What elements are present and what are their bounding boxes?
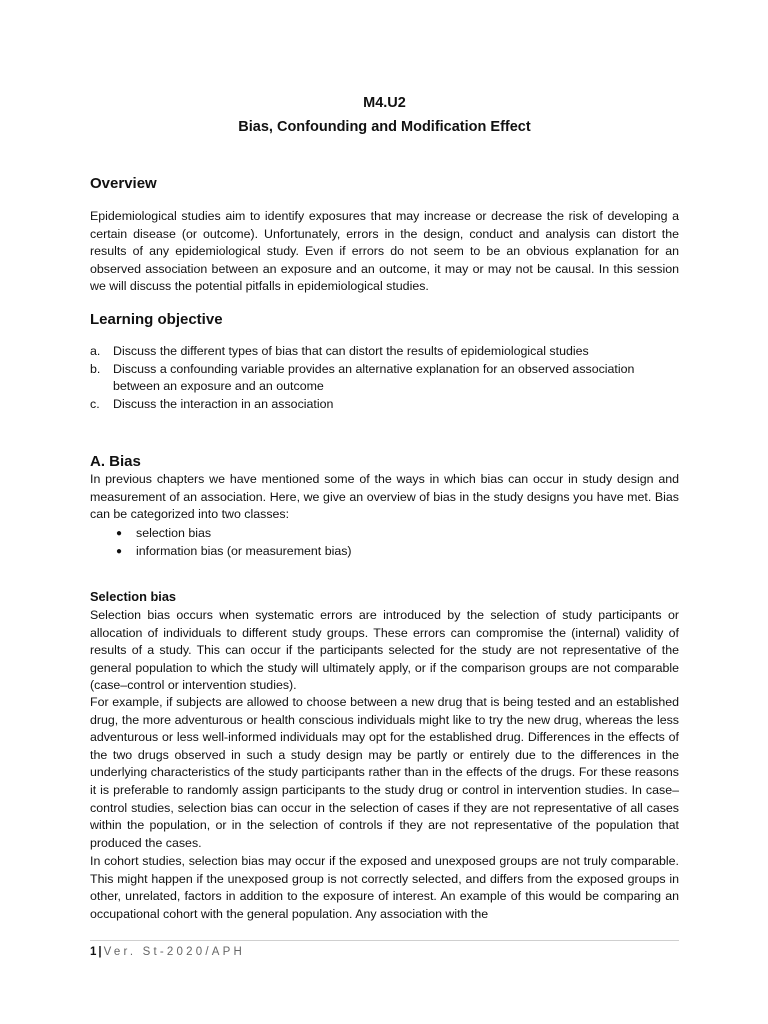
bias-heading: A. Bias bbox=[90, 453, 141, 470]
selection-bias-paragraph: For example, if subjects are allowed to choose between a new drug that is being tested and an established drug, the more adventurous or health conscious individuals might like to try the new drug, whereas the less adventurous or less well-informed individuals may opt for the established drug. Differences in the effects of the two drugs observed in such a study design may be partly or entirely due to the differences in the underlying characteristics of the study participants rather than in the effects of the drugs. For these reasons it is preferable to randomly assign participants to the study drug or control in intervention studies. In case–control studies, selection bias can occur in the selection of cases if they are not representative of all cases within the population, or in the selection of controls if they are not representative of the population that produced the cases. bbox=[90, 695, 679, 850]
learning-objective-text: Discuss a confounding variable provides an alternative explanation for an observed association between an exposure and an outcome bbox=[113, 361, 635, 394]
overview-paragraph: Epidemiological studies aim to identify exposures that may increase or decrease the risk of developing a certain disease (or outcome). Unfortunately, errors in the design, conduct and analysis can distort the results of any epidemiological study. Even if errors do not seem to be an obvious explanation for an observed association between an exposure and an outcome, it may or may not be causal. In this session we will discuss the potential pitfalls in epidemiological studies. bbox=[90, 209, 679, 294]
learning-objective-text: Discuss the interaction in an association bbox=[113, 396, 334, 411]
selection-bias-heading: Selection bias bbox=[90, 589, 177, 604]
selection-bias-paragraph: Selection bias occurs when systematic errors are introduced by the selection of study participants or allocation of individuals to different study groups. These errors can compromise the (internal) validity of results of a study. This can occur if the participants selected for the study are not representative of the general population to which the study will ultimately apply, or if the comparison groups are not comparable (case–control or intervention studies). bbox=[90, 608, 679, 693]
list-item bbox=[90, 525, 352, 543]
overview-heading: Overview bbox=[90, 175, 157, 192]
learning-objective-heading: Learning objective bbox=[90, 311, 223, 328]
learning-objective-list bbox=[90, 343, 679, 413]
bullet-icon: ● bbox=[116, 528, 123, 539]
footer-divider bbox=[90, 940, 679, 941]
list-item bbox=[90, 543, 352, 561]
learning-objective-text: Discuss the different types of bias that can distort the results of epidemiological studies bbox=[113, 344, 589, 358]
bias-class-text: information bias (or measurement bias) bbox=[136, 543, 352, 558]
bias-intro-paragraph: In previous chapters we have mentioned some of the ways in which bias can occur in study design and measurement of an association. Here, we give an overview of bias in the study designs you have met. Bias can be categorized into two classes: bbox=[90, 472, 679, 522]
bias-classes-list bbox=[90, 525, 352, 560]
selection-bias-paragraph: In cohort studies, selection bias may occur if the exposed and unexposed groups are not truly comparable. This might happen if the unexposed group is not correctly selected, and differs from the exposed groups in other, unrelated, factors in addition to the exposure of interest. An example of this would be comparing an occupational cohort with the general population. Any association with the bbox=[90, 854, 679, 921]
list-marker: b. bbox=[90, 361, 101, 376]
learning-objective-item bbox=[90, 396, 679, 414]
list-marker: c. bbox=[90, 396, 100, 411]
page-number: 1 bbox=[90, 946, 97, 958]
footer-separator: | bbox=[98, 946, 102, 958]
learning-objective-item bbox=[90, 343, 679, 361]
bias-class-text: selection bias bbox=[136, 526, 212, 540]
version-label: Ver. St-2020/APH bbox=[103, 946, 245, 958]
document-title: Bias, Confounding and Modification Effect bbox=[238, 119, 531, 135]
footer-text bbox=[90, 945, 679, 959]
learning-objective-item bbox=[90, 361, 679, 396]
bullet-icon: ● bbox=[116, 545, 123, 557]
document-code: M4.U2 bbox=[363, 95, 406, 111]
list-marker: a. bbox=[90, 344, 101, 358]
page-footer bbox=[90, 940, 679, 959]
